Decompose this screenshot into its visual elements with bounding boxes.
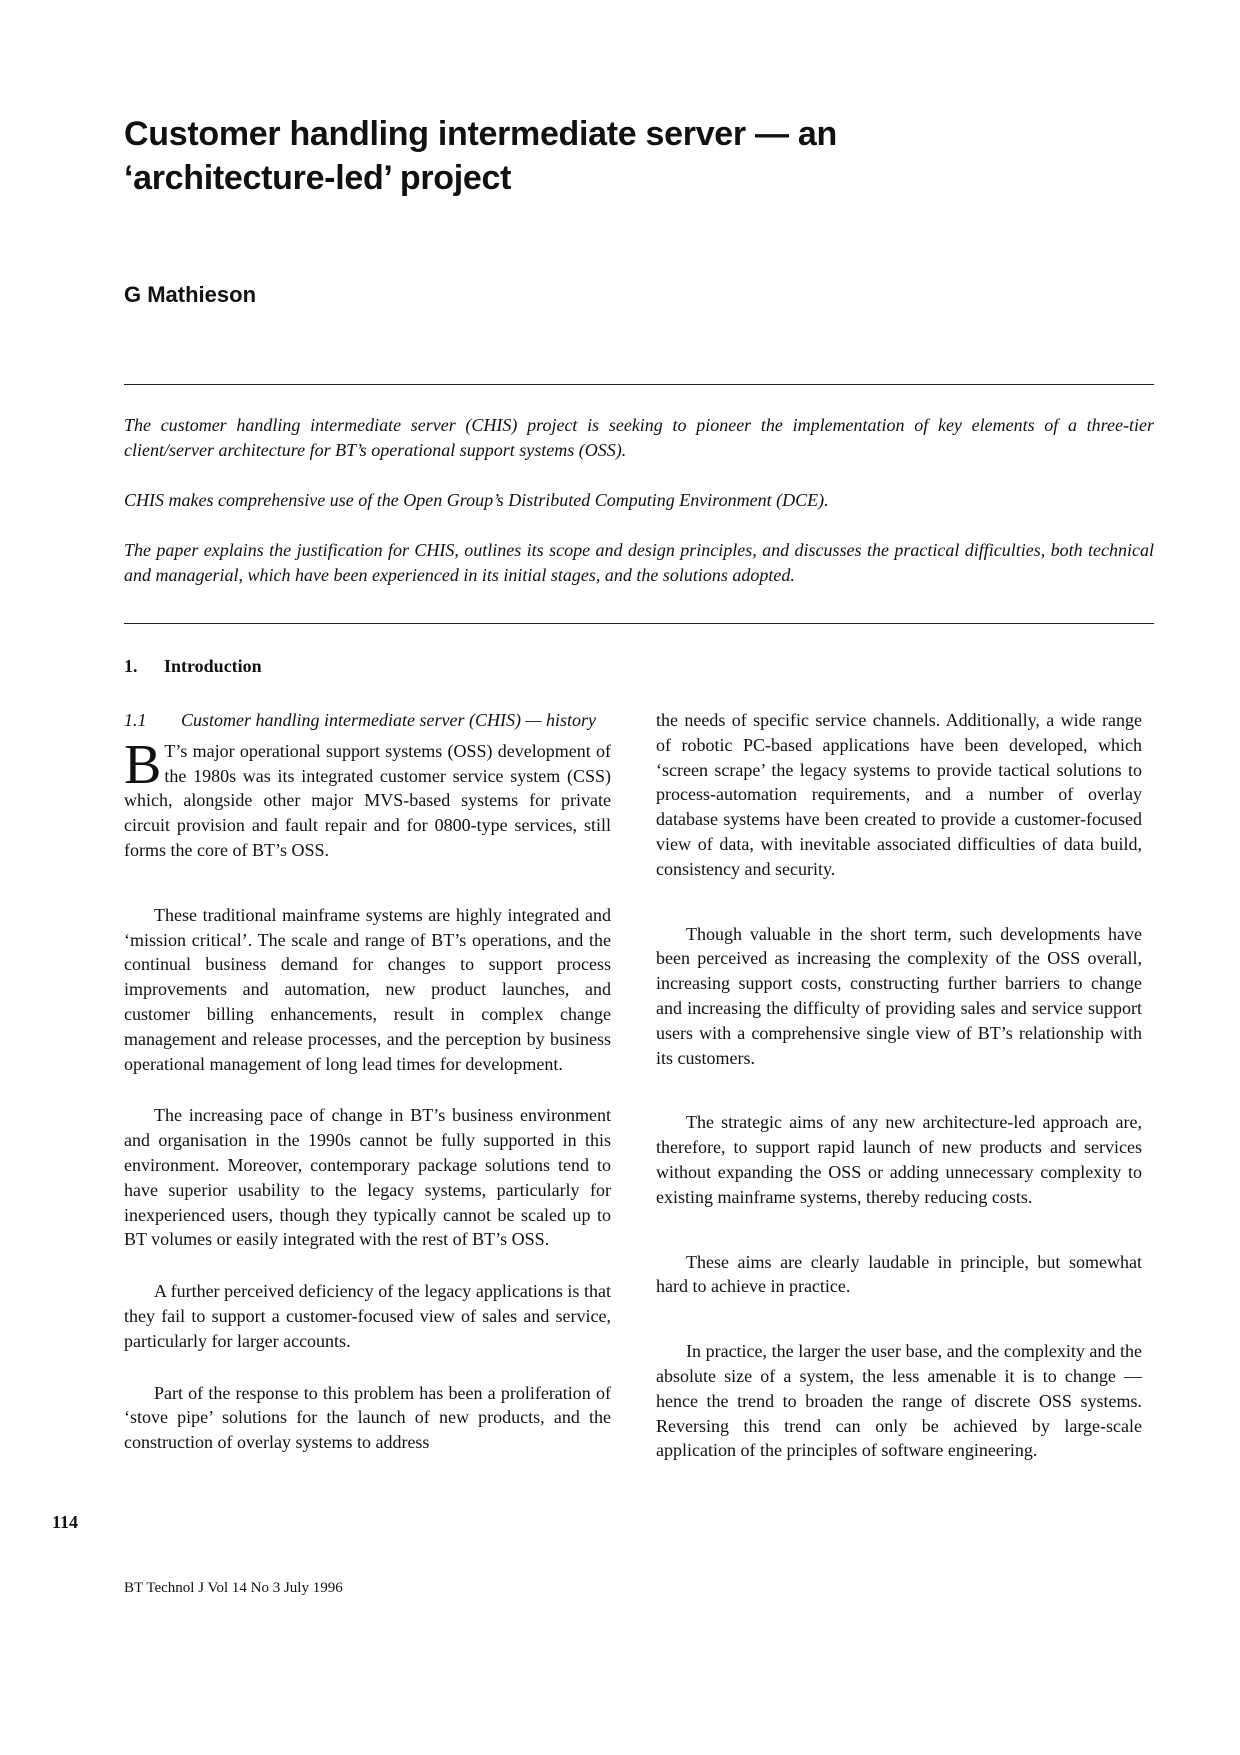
abstract-top-rule	[124, 384, 1154, 385]
author-name: G Mathieson	[124, 282, 257, 307]
left-column	[124, 708, 611, 1455]
abstract-paragraph: The customer handling intermediate server (CHIS) project is seeking to pioneer the implementation of key elements of a three-tier client/server architecture for BT’s operational support systems (OSS).	[124, 415, 1154, 460]
section-number: 1.	[124, 656, 138, 676]
section-heading	[124, 656, 262, 677]
body-paragraph: These aims are clearly laudable in principle, but somewhat hard to achieve in practice.	[656, 1251, 1142, 1297]
body-paragraph: Though valuable in the short term, such developments have been perceived as increasing the complexity of the OSS overall, increasing support costs, constructing further barriers to change and increasing the difficulty of providing sales and service support users with a comprehensive single view of BT’s relationship with its customers.	[656, 923, 1142, 1068]
body-paragraph: In practice, the larger the user base, and the complexity and the absolute size of a system, the less amenable it is to change — hence the trend to broaden the range of discrete OSS systems. Reversing this trend can only be achieved by large-scale application of the principles of software engineering.	[656, 1341, 1142, 1461]
paper-title: Customer handling intermediate server — an ‘architecture-led’ project	[124, 115, 837, 197]
subsection-number: 1.1	[124, 710, 147, 730]
body-paragraph: the needs of specific service channels. Additionally, a wide range of robotic PC-based applications have been developed, which ‘screen scrape’ the legacy systems to provide tactical solutions to process-automation requirements, and a number of overlay database systems have been created to provide a customer-focused view of data, with inevitable associated difficulties of data build, consistency and security.	[656, 710, 1142, 879]
page-number: 114	[52, 1512, 79, 1532]
subsection-title: Customer handling intermediate server (CHIS) — history	[181, 710, 596, 730]
body-paragraph: These traditional mainframe systems are highly integrated and ‘mission critical’. The scale and range of BT’s operations, and the continual business demand for changes to support process improvements and automation, new product launches, and customer billing enhancements, result in complex change management and release processes, and the perception by business operational management of long lead times for development.	[124, 904, 611, 1074]
abstract-paragraph: The paper explains the justification for CHIS, outlines its scope and design principles, and discusses the practical difficulties, both technical and managerial, which have been experienced in its initial stages, and the solutions adopted.	[124, 540, 1154, 585]
journal-footer: BT Technol J Vol 14 No 3 July 1996	[124, 1580, 343, 1596]
subsection-heading	[124, 708, 611, 733]
body-paragraph: The increasing pace of change in BT’s business environment and organisation in the 1990s cannot be fully supported in this environment. Moreover, contemporary package solutions tend to have superior usability to the legacy systems, particularly for inexperienced users, though they typically cannot be scaled up to BT volumes or easily integrated with the rest of BT’s OSS.	[124, 1105, 611, 1250]
drop-cap: B	[124, 733, 162, 796]
body-paragraph: The strategic aims of any new architecture-led approach are, therefore, to support rapid launch of new products and services without expanding the OSS or adding unnecessary complexity to existing mainframe systems, thereby reducing costs.	[656, 1112, 1142, 1207]
body-paragraph: A further perceived deficiency of the legacy applications is that they fail to support a customer-focused view of sales and service, particularly for larger accounts.	[124, 1281, 611, 1351]
body-paragraph	[124, 733, 611, 863]
section-title: Introduction	[164, 656, 262, 676]
abstract-paragraph: CHIS makes comprehensive use of the Open Group’s Distributed Computing Environment (DCE).	[124, 490, 829, 510]
paragraph-text: T’s major operational support systems (OSS) development of the 1980s was its integrated customer service system (CSS) which, alongside other major MVS-based systems for private circuit provision and fault repair and for 0800-type services, still forms the core of BT’s OSS.	[124, 740, 611, 860]
abstract	[124, 413, 1154, 613]
abstract-bottom-rule	[124, 623, 1154, 624]
right-column	[656, 708, 1142, 1463]
body-paragraph: Part of the response to this problem has been a proliferation of ‘stove pipe’ solutions for the launch of new products, and the construction of overlay systems to address	[124, 1382, 611, 1453]
